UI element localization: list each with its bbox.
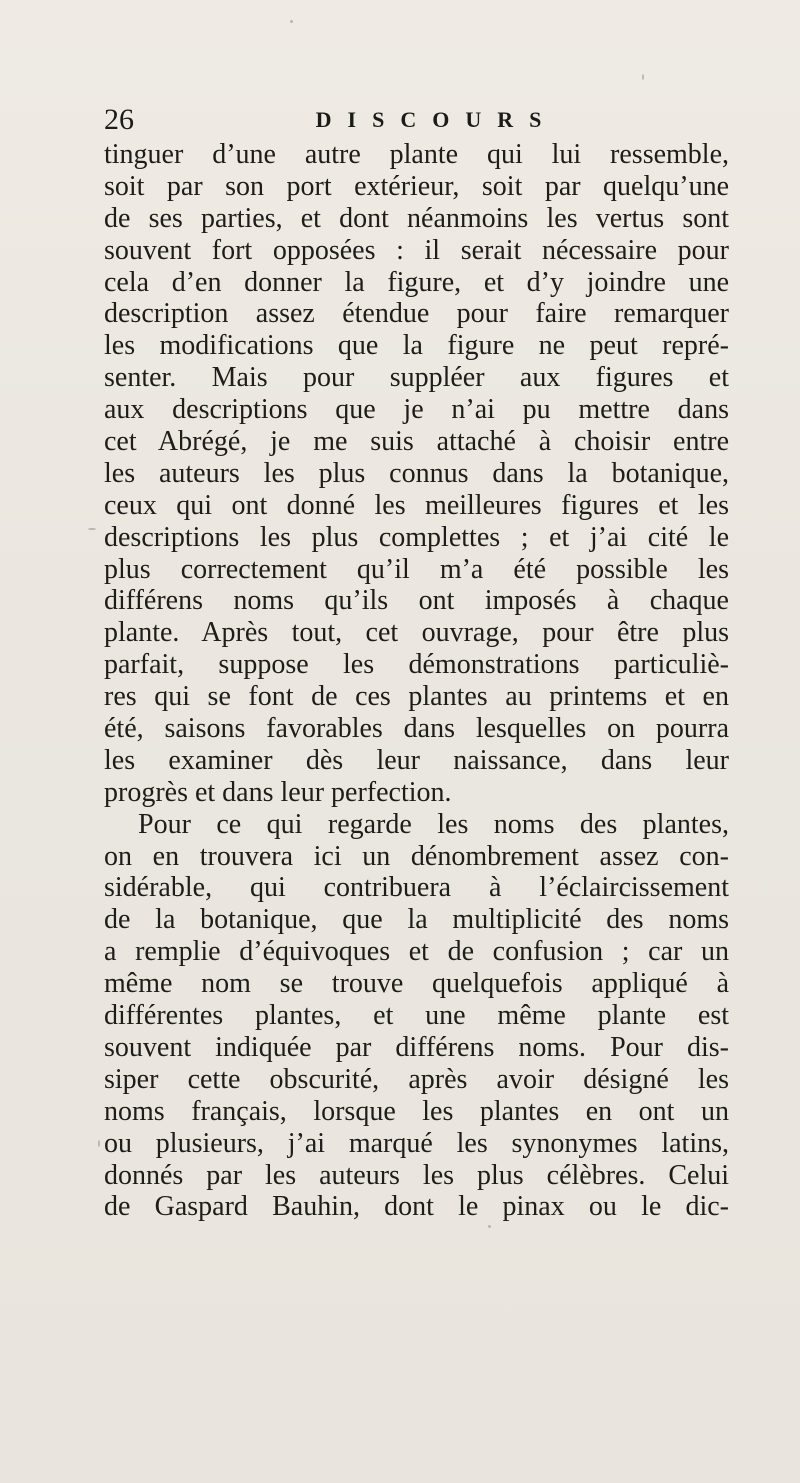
text-line: progrès et dans leur perfection. xyxy=(104,776,452,808)
text-line: Pour ce qui regarde les noms des plantes, xyxy=(138,808,729,840)
body-text xyxy=(104,139,729,1223)
text-line: senter. Mais pour suppléer aux figures et xyxy=(104,362,729,394)
text-line: cela d’en donner la figure, et d’y joindre une xyxy=(104,266,729,298)
text-line: les examiner dès leur naissance, dans leur xyxy=(104,744,729,776)
text-line: sidérable, qui contribuera à l’éclaircissement xyxy=(104,872,729,904)
paper-speck xyxy=(290,20,293,23)
text-line: siper cette obscurité, après avoir désigné les xyxy=(104,1063,729,1095)
text-line: aux descriptions que je n’ai pu mettre dans xyxy=(104,394,729,426)
text-line: les modifications que la figure ne peut repré- xyxy=(104,330,729,362)
text-line: description assez étendue pour faire remarquer xyxy=(104,298,729,330)
text-line: différens noms qu’ils ont imposés à chaque xyxy=(104,585,729,617)
text-line: de ses parties, et dont néanmoins les vertus sont xyxy=(104,202,729,234)
paper-speck xyxy=(98,1140,100,1147)
text-line: cet Abrégé, je me suis attaché à choisir entre xyxy=(104,426,729,458)
text-line: de Gaspard Bauhin, dont le pinax ou le dic- xyxy=(104,1191,729,1223)
text-line: res qui se font de ces plantes au printems et en xyxy=(104,681,729,713)
paper-speck xyxy=(642,74,644,80)
text-line: été, saisons favorables dans lesquelles on pourra xyxy=(104,713,729,745)
text-line: même nom se trouve quelquefois appliqué à xyxy=(104,968,729,1000)
paper-speck xyxy=(488,1225,491,1228)
text-line: de la botanique, que la multiplicité des noms xyxy=(104,904,729,936)
text-line: plante. Après tout, cet ouvrage, pour être plus xyxy=(104,617,729,649)
page-number: 26 xyxy=(104,103,134,136)
text-line: a remplie d’équivoques et de confusion ; car un xyxy=(104,936,729,968)
paper-speck xyxy=(88,528,96,530)
text-line: tinguer d’une autre plante qui lui ressemble, xyxy=(104,139,729,170)
text-line: noms français, lorsque les plantes en ont un xyxy=(104,1095,729,1127)
text-line: ou plusieurs, j’ai marqué les synonymes latins, xyxy=(104,1127,729,1159)
text-line: descriptions les plus complettes ; et j’ai cité le xyxy=(104,521,729,553)
page-header xyxy=(104,100,729,140)
text-line: les auteurs les plus connus dans la botanique, xyxy=(104,457,729,489)
text-line: différentes plantes, et une même plante est xyxy=(104,1000,729,1032)
text-line: plus correctement qu’il m’a été possible les xyxy=(104,553,729,585)
text-line: donnés par les auteurs les plus célèbres. Celui xyxy=(104,1159,729,1191)
text-line: ceux qui ont donné les meilleures figures et les xyxy=(104,489,729,521)
running-head: DISCOURS xyxy=(315,107,558,132)
text-line: on en trouvera ici un dénombrement assez con- xyxy=(104,840,729,872)
text-line: souvent fort opposées : il serait nécessaire pour xyxy=(104,234,729,266)
text-line: soit par son port extérieur, soit par quelqu’une xyxy=(104,170,729,202)
text-line: souvent indiquée par différens noms. Pour dis- xyxy=(104,1031,729,1063)
text-line: parfait, suppose les démonstrations particuliè- xyxy=(104,649,729,681)
